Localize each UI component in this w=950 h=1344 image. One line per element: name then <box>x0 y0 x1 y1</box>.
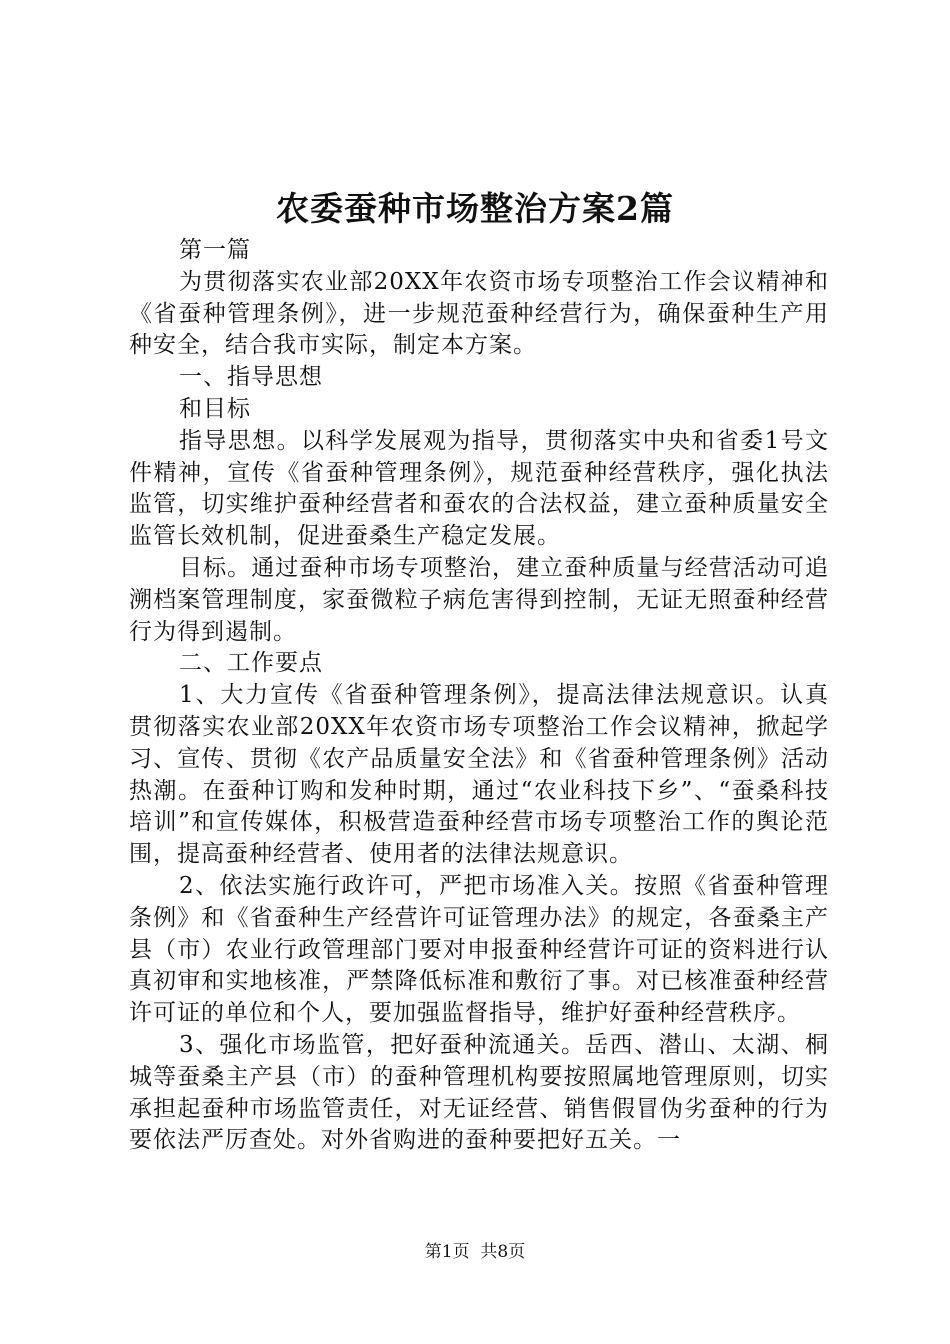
work-point-3: 3、强化市场监管，把好蚕种流通关。岳西、潜山、太湖、桐城等蚕桑主产县（市）的蚕种管理机构要按照属地管理原则，切实承担起蚕种市场监管责任，对无证经营、销售假冒伪劣蚕种的行为要依法严厉查处。对外省购进的蚕种要把好五关。一 <box>129 1031 829 1154</box>
guiding-thought-paragraph: 指导思想。以科学发展观为指导，贯彻落实中央和省委1号文件精神，宣传《省蚕种管理条例》，规范蚕种经营秩序，强化执法监管，切实维护蚕种经营者和蚕农的合法权益，建立蚕种质量安全监管长效机制，促进蚕桑生产稳定发展。 <box>129 427 829 550</box>
section-heading-work-points: 二、工作要点 <box>179 650 323 677</box>
section-heading-goals: 和目标 <box>179 395 251 422</box>
page-number: 第1页 <box>424 1242 470 1262</box>
intro-paragraph: 为贯彻落实农业部20XX年农资市场专项整治工作会议精神和《省蚕种管理条例》，进一步规范蚕种经营行为，确保蚕种生产用种安全，结合我市实际，制定本方案。 <box>129 268 829 359</box>
work-point-2: 2、依法实施行政许可，严把市场准入关。按照《省蚕种管理条例》和《省蚕种生产经营许可证管理办法》的规定，各蚕桑主产县（市）农业行政管理部门要对申报蚕种经营许可证的资料进行认真初审和实地核准，严禁降低标准和敷衍了事。对已核准蚕种经营许可证的单位和个人，要加强监督指导，维护好蚕种经营秩序。 <box>129 872 829 1027</box>
document-body <box>129 235 829 1157</box>
page-total: 共8页 <box>480 1242 526 1262</box>
section-heading-guiding-thought: 一、指导思想 <box>179 364 323 391</box>
document-title: 农委蚕种市场整治方案2篇 <box>276 189 674 228</box>
page-footer <box>0 1240 950 1264</box>
section-heading-part-one: 第一篇 <box>179 237 251 263</box>
work-point-1: 1、大力宣传《省蚕种管理条例》，提高法律法规意识。认真贯彻落实农业部20XX年农资市场专项整治工作会议精神，掀起学习、宣传、贯彻《农产品质量安全法》和《省蚕种管理条例》活动热潮。在蚕种订购和发种时期，通过“农业科技下乡”、“蚕桑科技培训”和宣传媒体，积极营造蚕种经营市场专项整治工作的舆论范围，提高蚕种经营者、使用者的法律法规意识。 <box>129 682 829 868</box>
goals-paragraph: 目标。通过蚕种市场专项整治，建立蚕种质量与经营活动可追溯档案管理制度，家蚕微粒子病危害得到控制，无证无照蚕种经营行为得到遏制。 <box>129 554 829 645</box>
